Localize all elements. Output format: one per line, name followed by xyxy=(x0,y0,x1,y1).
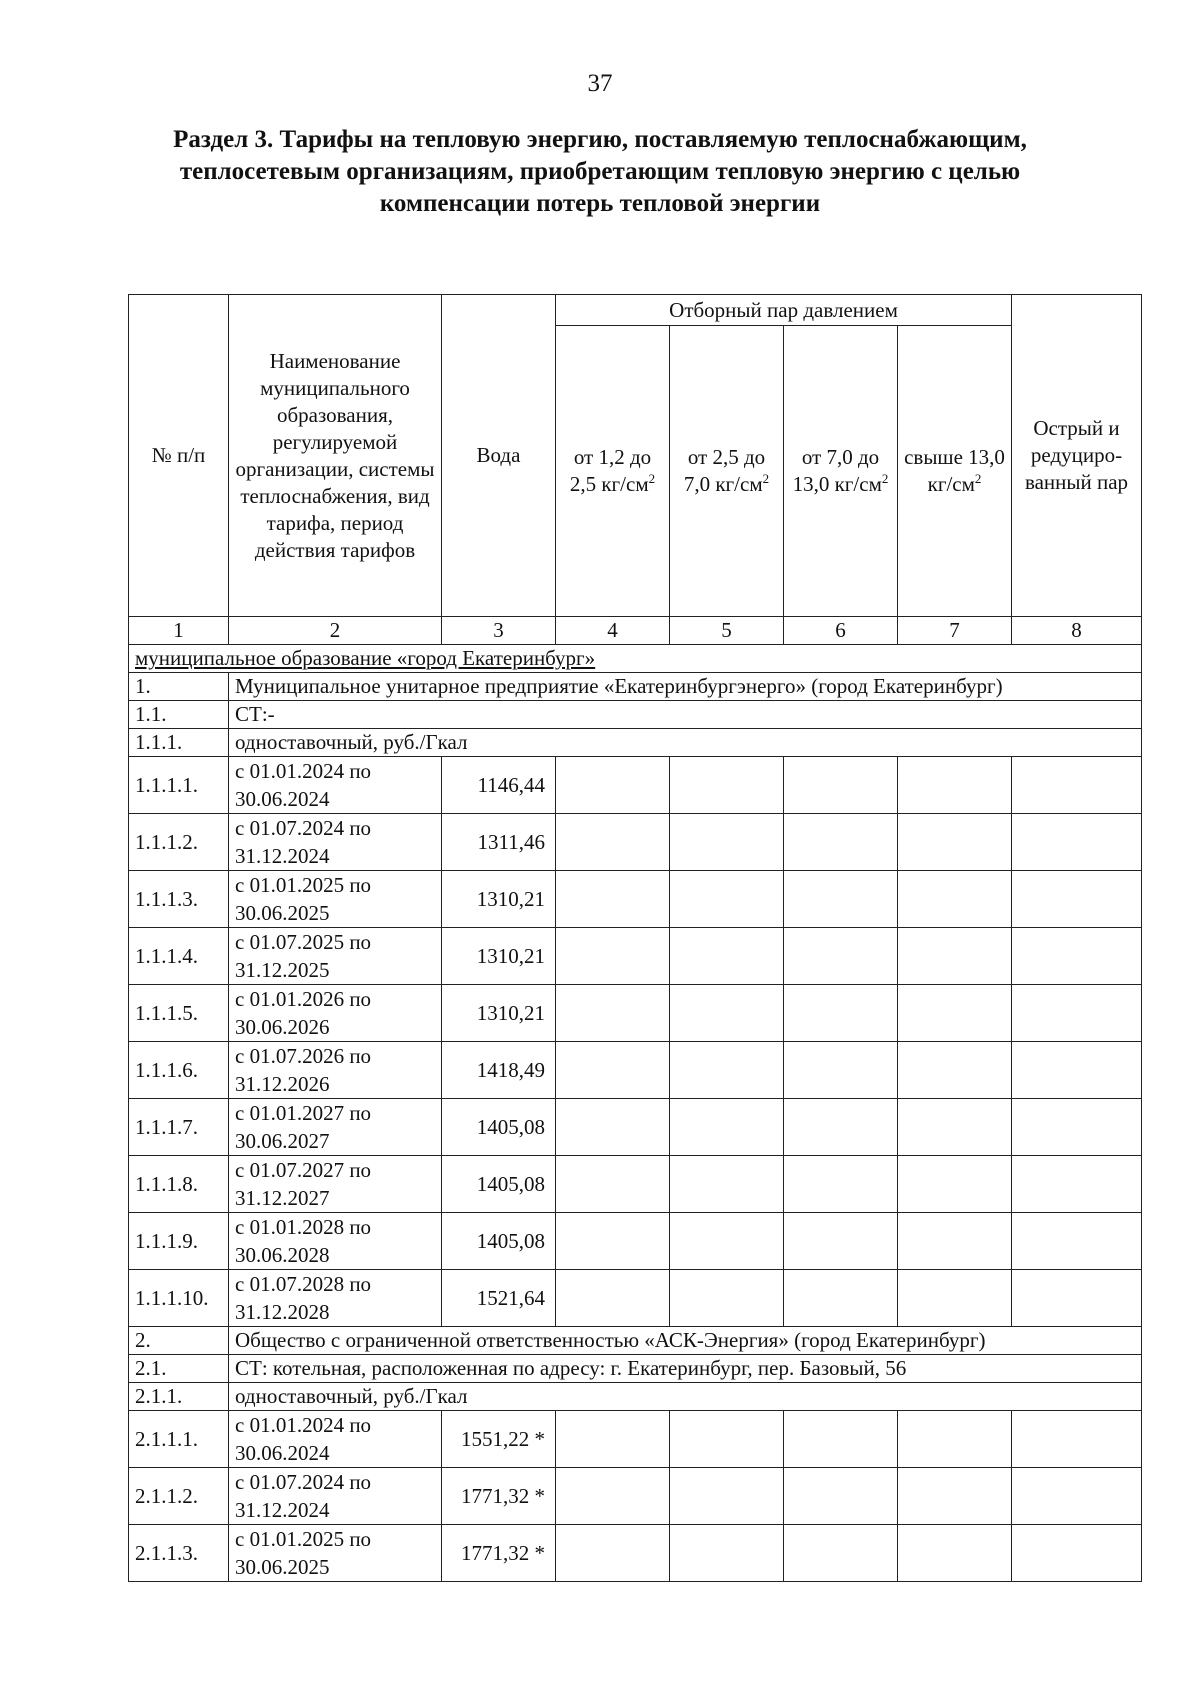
section-title xyxy=(120,124,1080,220)
row-number: 1.1.1. xyxy=(129,729,229,757)
steam-1-tariff xyxy=(556,1468,670,1525)
system-name: СТ:- xyxy=(229,701,1142,729)
steam-4-tariff xyxy=(898,1468,1012,1525)
row-number: 1.1.1.2. xyxy=(129,814,229,871)
steam-4-tariff xyxy=(898,985,1012,1042)
tariff-type: одноставочный, руб./Гкал xyxy=(229,729,1142,757)
row-number: 1.1.1.5. xyxy=(129,985,229,1042)
tariff-period: с 01.01.2027 по 30.06.2027 xyxy=(229,1099,442,1156)
header-name: Наименование муниципального образования, регулируемой организации, системы теплоснабжения, вид тарифа, период действия тарифов xyxy=(229,295,442,617)
steam-1-tariff xyxy=(556,757,670,814)
sharp-steam-tariff xyxy=(1012,1270,1142,1327)
title-line-2: теплосетевым организациям, приобретающим тепловую энергию с целью xyxy=(179,158,1021,185)
header-number: № п/п xyxy=(129,295,229,617)
steam-1-tariff xyxy=(556,871,670,928)
steam-3-tariff xyxy=(784,1411,898,1468)
steam-3-tariff xyxy=(784,928,898,985)
header-steam-2 xyxy=(670,326,784,617)
header-water: Вода xyxy=(442,295,556,617)
row-number: 1.1.1.9. xyxy=(129,1213,229,1270)
steam-2-tariff xyxy=(670,1099,784,1156)
steam-3-tariff xyxy=(784,814,898,871)
steam-2-tariff xyxy=(670,985,784,1042)
column-number: 3 xyxy=(442,617,556,645)
tariff-type-row xyxy=(129,729,1142,757)
table-row xyxy=(129,757,1142,814)
steam-3-tariff xyxy=(784,757,898,814)
column-number: 6 xyxy=(784,617,898,645)
tariff-period: с 01.07.2025 по 31.12.2025 xyxy=(229,928,442,985)
tariff-period: с 01.01.2025 по 30.06.2025 xyxy=(229,1525,442,1582)
water-tariff: 1771,32 * xyxy=(442,1525,556,1582)
header-steam-1 xyxy=(556,326,670,617)
water-tariff: 1310,21 xyxy=(442,871,556,928)
tariff-period: с 01.07.2028 по 31.12.2028 xyxy=(229,1270,442,1327)
header-steam-1-label: от 1,2 до 2,5 кг/см xyxy=(569,445,652,496)
tariff-type-row xyxy=(129,1383,1142,1411)
table-row xyxy=(129,1411,1142,1468)
table-header xyxy=(129,295,1142,617)
row-number: 2.1.1.1. xyxy=(129,1411,229,1468)
row-number: 1.1.1.10. xyxy=(129,1270,229,1327)
table-row xyxy=(129,928,1142,985)
steam-1-tariff xyxy=(556,1270,670,1327)
steam-4-tariff xyxy=(898,814,1012,871)
table-row xyxy=(129,985,1142,1042)
water-tariff: 1310,21 xyxy=(442,928,556,985)
tariff-period: с 01.01.2024 по 30.06.2024 xyxy=(229,757,442,814)
water-tariff: 1311,46 xyxy=(442,814,556,871)
steam-1-tariff xyxy=(556,814,670,871)
table-row xyxy=(129,871,1142,928)
steam-3-tariff xyxy=(784,1270,898,1327)
steam-3-tariff xyxy=(784,871,898,928)
steam-3-tariff xyxy=(784,1042,898,1099)
steam-1-tariff xyxy=(556,1525,670,1582)
row-number: 2.1.1.2. xyxy=(129,1468,229,1525)
tariff-period: с 01.01.2025 по 30.06.2025 xyxy=(229,871,442,928)
steam-4-tariff xyxy=(898,1099,1012,1156)
table-row xyxy=(129,1468,1142,1525)
steam-2-tariff xyxy=(670,1042,784,1099)
steam-2-tariff xyxy=(670,1411,784,1468)
page-number: 37 xyxy=(587,70,613,97)
steam-4-tariff xyxy=(898,1270,1012,1327)
water-tariff: 1405,08 xyxy=(442,1156,556,1213)
steam-3-tariff xyxy=(784,1156,898,1213)
organization-name: Общество с ограниченной ответственностью «АСК-Энергия» (город Екатеринбург) xyxy=(229,1327,1142,1355)
steam-4-tariff xyxy=(898,1042,1012,1099)
table-row xyxy=(129,1213,1142,1270)
steam-2-tariff xyxy=(670,1156,784,1213)
steam-2-tariff xyxy=(670,814,784,871)
superscript: 2 xyxy=(881,471,889,486)
steam-1-tariff xyxy=(556,1213,670,1270)
steam-3-tariff xyxy=(784,1213,898,1270)
organization-name: Муниципальное унитарное предприятие «Екатеринбургэнерго» (город Екатеринбург) xyxy=(229,673,1142,701)
water-tariff: 1405,08 xyxy=(442,1213,556,1270)
tariff-period: с 01.07.2024 по 31.12.2024 xyxy=(229,1468,442,1525)
table-row xyxy=(129,1156,1142,1213)
steam-3-tariff xyxy=(784,985,898,1042)
sharp-steam-tariff xyxy=(1012,985,1142,1042)
row-number: 2.1. xyxy=(129,1355,229,1383)
steam-1-tariff xyxy=(556,928,670,985)
steam-4-tariff xyxy=(898,1411,1012,1468)
water-tariff: 1771,32 * xyxy=(442,1468,556,1525)
row-number: 1.1.1.4. xyxy=(129,928,229,985)
row-number: 2.1.1. xyxy=(129,1383,229,1411)
water-tariff: 1418,49 xyxy=(442,1042,556,1099)
steam-2-tariff xyxy=(670,1468,784,1525)
steam-4-tariff xyxy=(898,928,1012,985)
steam-3-tariff xyxy=(784,1468,898,1525)
system-name: СТ: котельная, расположенная по адресу: г. Екатеринбург, пер. Базовый, 56 xyxy=(229,1355,1142,1383)
header-steam-4-label: свыше 13,0 кг/см xyxy=(904,445,1005,496)
header-steam-3-label: от 7,0 до 13,0 кг/см xyxy=(792,445,882,496)
water-tariff: 1405,08 xyxy=(442,1099,556,1156)
header-steam-2-label: от 2,5 до 7,0 кг/см xyxy=(683,445,766,496)
sharp-steam-tariff xyxy=(1012,1156,1142,1213)
water-tariff: 1146,44 xyxy=(442,757,556,814)
sharp-steam-tariff xyxy=(1012,1468,1142,1525)
column-number: 1 xyxy=(129,617,229,645)
steam-1-tariff xyxy=(556,1411,670,1468)
tariff-period: с 01.01.2028 по 30.06.2028 xyxy=(229,1213,442,1270)
header-steam-group: Отборный пар давлением xyxy=(556,295,1012,326)
water-tariff: 1521,64 xyxy=(442,1270,556,1327)
steam-1-tariff xyxy=(556,985,670,1042)
organization-row xyxy=(129,1327,1142,1355)
row-number: 1.1.1.3. xyxy=(129,871,229,928)
municipality-row xyxy=(129,645,1142,673)
table-row xyxy=(129,1525,1142,1582)
steam-4-tariff xyxy=(898,871,1012,928)
tariff-period: с 01.07.2026 по 31.12.2026 xyxy=(229,1042,442,1099)
row-number: 2. xyxy=(129,1327,229,1355)
row-number: 1.1.1.1. xyxy=(129,757,229,814)
column-number-row xyxy=(129,617,1142,645)
steam-1-tariff xyxy=(556,1099,670,1156)
tariff-period: с 01.07.2027 по 31.12.2027 xyxy=(229,1156,442,1213)
table-row xyxy=(129,814,1142,871)
column-number: 4 xyxy=(556,617,670,645)
steam-3-tariff xyxy=(784,1099,898,1156)
sharp-steam-tariff xyxy=(1012,1042,1142,1099)
sharp-steam-tariff xyxy=(1012,814,1142,871)
steam-4-tariff xyxy=(898,757,1012,814)
sharp-steam-tariff xyxy=(1012,1099,1142,1156)
column-number: 8 xyxy=(1012,617,1142,645)
water-tariff: 1551,22 * xyxy=(442,1411,556,1468)
steam-2-tariff xyxy=(670,871,784,928)
title-line-1: Раздел 3. Тарифы на тепловую энергию, поставляемую теплоснабжающим, xyxy=(173,126,1027,153)
water-tariff: 1310,21 xyxy=(442,985,556,1042)
column-number: 5 xyxy=(670,617,784,645)
steam-2-tariff xyxy=(670,1525,784,1582)
superscript: 2 xyxy=(648,471,656,486)
row-number: 1.1.1.6. xyxy=(129,1042,229,1099)
table-body xyxy=(129,617,1142,1582)
header-steam-3 xyxy=(784,326,898,617)
title-line-3: компенсации потерь тепловой энергии xyxy=(379,190,821,217)
column-number: 2 xyxy=(229,617,442,645)
header-sharp-steam: Острый и редуциро-ванный пар xyxy=(1012,295,1142,617)
header-steam-4 xyxy=(898,326,1012,617)
tariff-type: одноставочный, руб./Гкал xyxy=(229,1383,1142,1411)
tariff-period: с 01.01.2024 по 30.06.2024 xyxy=(229,1411,442,1468)
sharp-steam-tariff xyxy=(1012,1213,1142,1270)
table-row xyxy=(129,1099,1142,1156)
steam-2-tariff xyxy=(670,928,784,985)
tariff-period: с 01.01.2026 по 30.06.2026 xyxy=(229,985,442,1042)
row-number: 1. xyxy=(129,673,229,701)
steam-4-tariff xyxy=(898,1156,1012,1213)
superscript: 2 xyxy=(762,471,770,486)
municipality-name: муниципальное образование «город Екатеринбург» xyxy=(129,645,1142,673)
steam-4-tariff xyxy=(898,1525,1012,1582)
system-row xyxy=(129,701,1142,729)
steam-4-tariff xyxy=(898,1213,1012,1270)
table-row xyxy=(129,1042,1142,1099)
steam-2-tariff xyxy=(670,1213,784,1270)
row-number: 1.1.1.7. xyxy=(129,1099,229,1156)
sharp-steam-tariff xyxy=(1012,928,1142,985)
steam-2-tariff xyxy=(670,757,784,814)
sharp-steam-tariff xyxy=(1012,1411,1142,1468)
table-row xyxy=(129,1270,1142,1327)
sharp-steam-tariff xyxy=(1012,757,1142,814)
system-row xyxy=(129,1355,1142,1383)
row-number: 1.1.1.8. xyxy=(129,1156,229,1213)
sharp-steam-tariff xyxy=(1012,871,1142,928)
column-number: 7 xyxy=(898,617,1012,645)
superscript: 2 xyxy=(974,471,982,486)
tariff-table xyxy=(128,294,1142,1582)
steam-1-tariff xyxy=(556,1042,670,1099)
steam-3-tariff xyxy=(784,1525,898,1582)
steam-1-tariff xyxy=(556,1156,670,1213)
row-number: 1.1. xyxy=(129,701,229,729)
steam-2-tariff xyxy=(670,1270,784,1327)
row-number: 2.1.1.3. xyxy=(129,1525,229,1582)
tariff-period: с 01.07.2024 по 31.12.2024 xyxy=(229,814,442,871)
organization-row xyxy=(129,673,1142,701)
sharp-steam-tariff xyxy=(1012,1525,1142,1582)
